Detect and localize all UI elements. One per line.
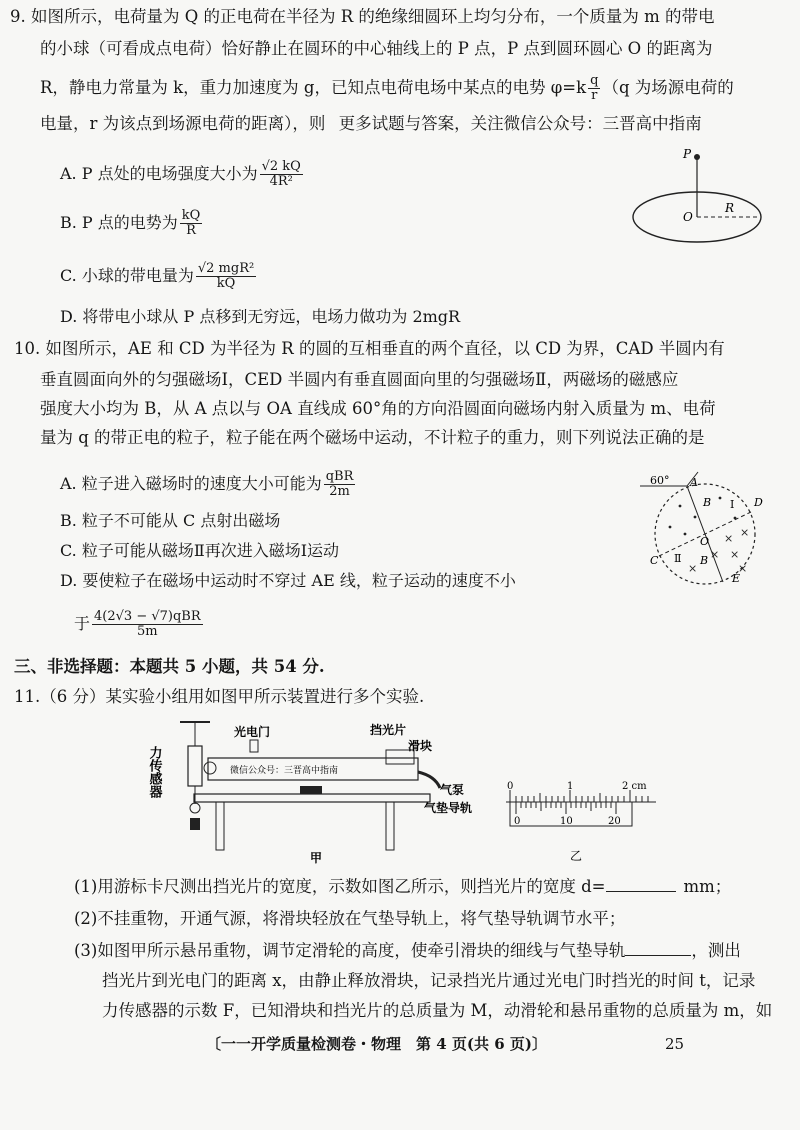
point-p xyxy=(694,154,700,160)
field-2-crosses xyxy=(688,526,749,575)
table-leg-right xyxy=(386,802,394,850)
label-o: O xyxy=(700,535,710,548)
caption-jia: 甲 xyxy=(310,851,323,865)
q9-line4 xyxy=(40,113,702,135)
label-a: A xyxy=(690,476,698,489)
footer-page-number: 25 xyxy=(665,1035,685,1053)
svg-text:×: × xyxy=(738,562,748,575)
svg-text:×: × xyxy=(710,548,720,561)
q10-option-c: C. 粒子可能从磁场Ⅱ再次进入磁场Ⅰ运动 xyxy=(60,541,340,560)
apparatus-figure xyxy=(146,716,480,865)
svg-text:×: × xyxy=(724,532,734,545)
label-b1: B xyxy=(703,496,712,509)
q10-option-d: D. 要使粒子在磁场中运动时不穿过 AE 线，粒子运动的速度不小 xyxy=(60,571,516,590)
label-60deg: 60° xyxy=(650,474,670,487)
q10-option-d-cont: 于 $\frac{\text{4(2√3 − √7)qBR}}{5m}$ xyxy=(74,609,201,639)
label-c: C xyxy=(650,554,659,567)
q9-potential-fraction: $\frac{q}{r}$ xyxy=(590,73,599,103)
q10-field-figure xyxy=(640,472,775,590)
q11-item3-line2: 挡光片到光电门的距离 x，由静止释放滑块，记录挡光片通过光电门时挡光的时间 t，记录 xyxy=(102,971,756,990)
q9-line4-text: 电量，r 为该点到场源电荷的距离），则 xyxy=(40,114,326,133)
moving-pulley xyxy=(190,803,200,813)
main-label-2cm: 2 cm xyxy=(622,781,647,792)
q10-line3: 强度大小均为 B，从 A 点以与 OA 直线成 60°角的方向沿圆面向磁场内射入质量为 m、电荷 xyxy=(40,399,716,418)
label-d: D xyxy=(754,496,763,509)
vernier-figure xyxy=(500,782,660,864)
section-heading: 三、非选择题：本题共 5 小题，共 54 分. xyxy=(14,657,325,676)
q9-line3-b: （q 为场源电荷的 xyxy=(602,78,734,97)
q9-line3 xyxy=(40,74,734,103)
label-field-1: Ⅰ xyxy=(730,498,735,511)
air-hose xyxy=(418,772,440,788)
q11-line1: 11.（6 分）某实验小组用如图甲所示装置进行多个实验. xyxy=(14,687,425,706)
label-r: R xyxy=(725,201,735,215)
q10-line2: 垂直圆面向外的匀强磁场Ⅰ，CED 半圆内有垂直圆面向里的匀强磁场Ⅱ，两磁场的磁感应 xyxy=(40,370,679,389)
label-b2: B xyxy=(700,554,709,567)
q9-option-a: A. P 点处的电场强度大小为 $\frac{√2 kQ}{\text{4R²}}$ xyxy=(60,159,301,189)
q11-item2: (2)不挂重物，开通气源，将滑块轻放在气垫导轨上，将气垫导轨调节水平； xyxy=(74,909,626,928)
table-top xyxy=(194,794,430,802)
q9-line3-a: R，静电力常量为 k，重力加速度为 g，已知点电荷电场中某点的电势 φ=k xyxy=(40,78,587,97)
label-shade: 挡光片 xyxy=(370,723,407,737)
answer-blank-2[interactable] xyxy=(625,955,691,956)
label-p: P xyxy=(683,147,692,161)
force-sensor-body xyxy=(188,746,202,786)
q9-line2: 的小球（可看成点电荷）恰好静止在圆环的中心轴线上的 P 点，P 点到圆环圆心 O 的距离为 xyxy=(40,39,713,58)
q10-option-b: B. 粒子不可能从 C 点射出磁场 xyxy=(60,511,281,530)
caption-yi: 乙 xyxy=(570,849,583,863)
photogate xyxy=(250,740,258,752)
vernier-label-10: 10 xyxy=(560,816,573,827)
main-label-0: 0 xyxy=(507,781,514,792)
answer-blank-1[interactable] xyxy=(606,891,676,892)
watermark-text: 更多试题与答案，关注微信公众号：三晋高中指南 xyxy=(338,114,702,133)
label-o: O xyxy=(683,210,693,224)
label-rail: 气垫导轨 xyxy=(424,801,473,815)
svg-text:×: × xyxy=(688,562,698,575)
q9-option-b: B. P 点的电势为 $\frac{kQ}{R}$ xyxy=(60,208,201,238)
track-support xyxy=(300,786,322,794)
q9-option-c: C. 小球的带电量为 $\frac{\text{√2 mgR²}}{kQ}$ xyxy=(60,261,255,291)
vernier-ticks xyxy=(516,802,616,814)
q11-item3: (3)如图甲所示悬吊重物，调节定滑轮的高度，使牵引滑块的细线与气垫导轨 ，测出 xyxy=(74,941,741,960)
main-label-1: 1 xyxy=(567,781,574,792)
label-slider: 滑块 xyxy=(408,739,433,753)
vernier-label-0: 0 xyxy=(514,816,521,827)
label-pump: 气泵 xyxy=(440,783,465,797)
q11-item3-line3: 力传感器的示数 F，已知滑块和挡光片的总质量为 M，动滑轮和悬吊重物的总质量为 m，如 xyxy=(102,1001,773,1020)
q9-option-d: D. 将带电小球从 P 点移到无穷远，电场力做功为 2mgR xyxy=(60,307,461,326)
label-force-sensor: 力传感器 xyxy=(146,746,162,798)
label-photogate: 光电门 xyxy=(234,725,271,739)
table-leg-left xyxy=(216,802,224,850)
track-watermark: 微信公众号：三晋高中指南 xyxy=(230,766,339,776)
label-e: E xyxy=(732,572,741,585)
q9-ring-figure xyxy=(625,142,775,252)
q10-line4: 量为 q 的带正电的粒子，粒子能在两个磁场中运动，不计粒子的重力，则下列说法正确的是 xyxy=(40,428,705,447)
fixed-pulley xyxy=(204,762,216,774)
svg-text:×: × xyxy=(740,526,750,539)
q11-item1: (1)用游标卡尺测出挡光片的宽度，示数如图乙所示，则挡光片的宽度 d= mm； xyxy=(74,877,732,896)
q10-line1: 10. 如图所示，AE 和 CD 为半径为 R 的圆的互相垂直的两个直径，以 CD 为界，CAD 半圆内有 xyxy=(14,339,725,358)
svg-text:×: × xyxy=(730,548,740,561)
q9-line1: 9. 如图所示，电荷量为 Q 的正电荷在半径为 R 的绝缘细圆环上均匀分布，一个质量为 m 的带电 xyxy=(10,7,715,26)
footer-title: 〔一一开学质量检测卷・物理 第 4 页(共 6 页)〕 xyxy=(206,1035,547,1053)
hanging-weight xyxy=(190,818,200,830)
label-field-2: Ⅱ xyxy=(674,552,682,565)
vernier-label-20: 20 xyxy=(608,816,621,827)
q10-option-a: A. 粒子进入磁场时的速度大小可能为 $\frac{\text{qBR}}{2m}$ xyxy=(60,469,354,499)
